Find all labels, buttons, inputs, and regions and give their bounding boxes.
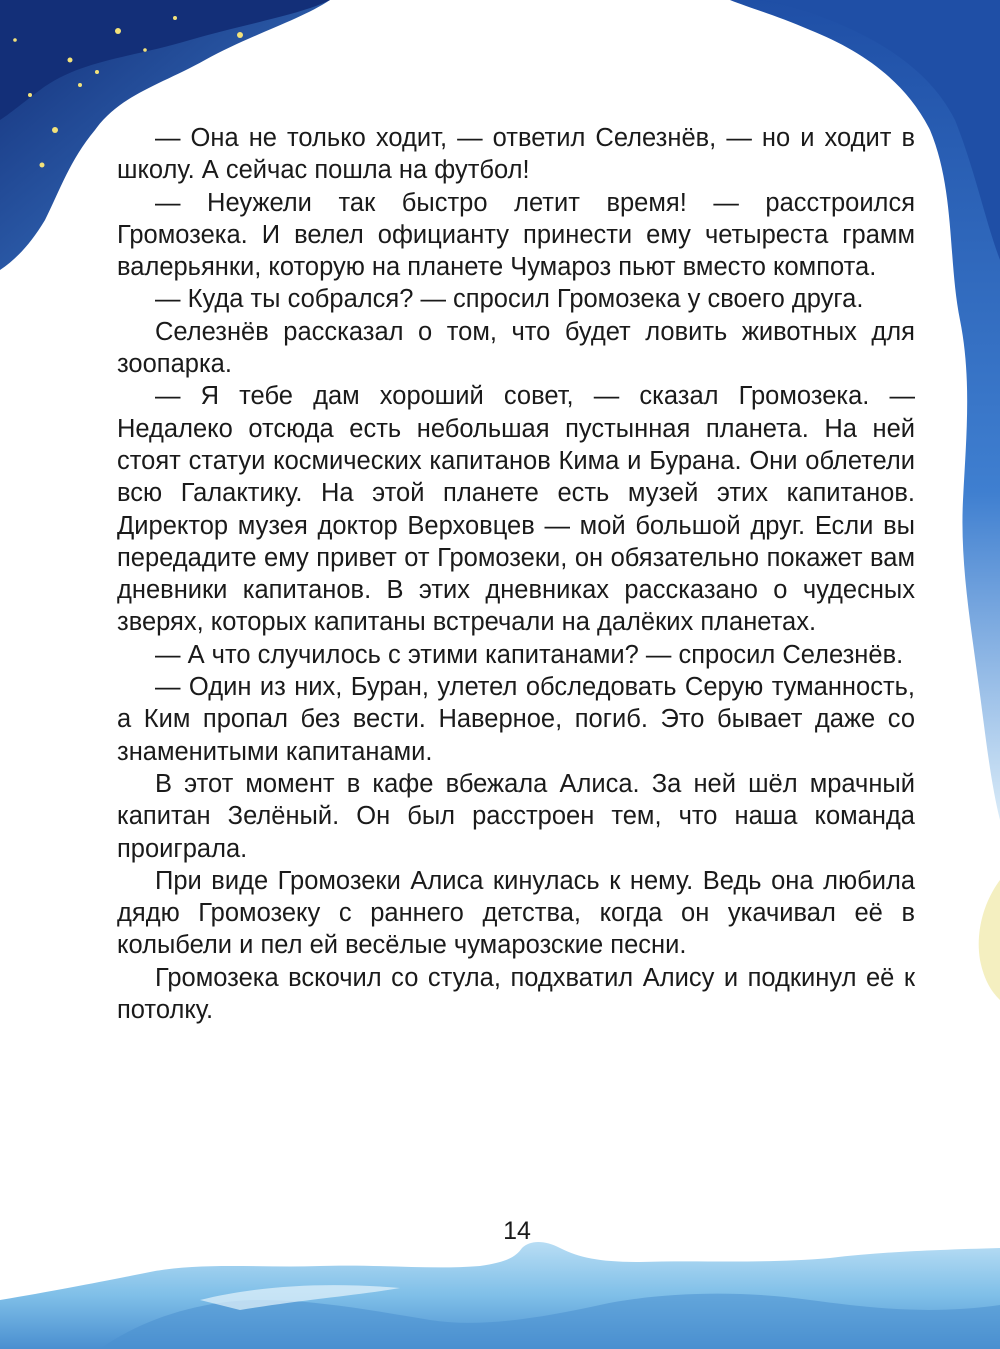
star	[143, 48, 147, 52]
star	[52, 127, 58, 133]
star	[115, 28, 121, 34]
paragraph: — Один из них, Буран, улетел обследовать Серую туманность, а Ким пропал без вести. Наверное, погиб. Это бывает даже со знаменитыми капитанами.	[117, 673, 915, 766]
star	[78, 83, 82, 87]
paragraph: — Куда ты собрался? — спросил Громозека у своего друга.	[155, 285, 864, 314]
page-number: 14	[503, 1217, 531, 1245]
star	[13, 38, 17, 42]
star	[40, 163, 45, 168]
paragraph: — Она не только ходит, — ответил Селезнёв, — но и ходит в школу. А сейчас пошла на футбол!	[117, 124, 915, 185]
star	[237, 32, 243, 38]
paragraph: Селезнёв рассказал о том, что будет ловить животных для зоопарка.	[117, 317, 915, 379]
story-text	[117, 122, 915, 1026]
paragraph: — А что случилось с этими капитанами? — спросил Селезнёв.	[155, 640, 904, 669]
star	[173, 16, 177, 20]
star	[28, 93, 32, 97]
paragraph: В этот момент в кафе вбежала Алиса. За ней шёл мрачный капитан Зелёный. Он был расстроен тем, что наша команда проиграла.	[117, 769, 915, 863]
paragraph: При виде Громозеки Алиса кинулась к нему. Ведь она любила дядю Громозеку с раннего детства, когда он укачивал её в колыбели и пел ей весёлые чумарозские песни.	[117, 866, 915, 960]
paragraph: — Я тебе дам хороший совет, — сказал Громозека. — Недалеко отсюда есть небольшая пустынная планета. На ней стоят статуи космических капитанов Кима и Бурана. Они облетели всю Галактику. На этой планете есть музей этих капитанов. Директор музея доктор Верховцев — мой большой друг. Если вы передадите ему привет от Громозеки, он обязательно покажет вам дневники капитанов. В этих дневниках рассказано о чудесных зверях, которых капитаны встречали на далёких планетах.	[117, 382, 915, 637]
paragraph: Громозека вскочил со стула, подхватил Алису и подкинул её к потолку.	[117, 963, 915, 1025]
light-glow	[979, 880, 1000, 1000]
star	[68, 58, 73, 63]
paragraph: — Неужели так быстро летит время! — расстроился Громозека. И велел официанту принести ему четыреста грамм валерьянки, которую на планете Чумароз пьют вместо компота.	[117, 188, 915, 282]
star	[95, 70, 99, 74]
